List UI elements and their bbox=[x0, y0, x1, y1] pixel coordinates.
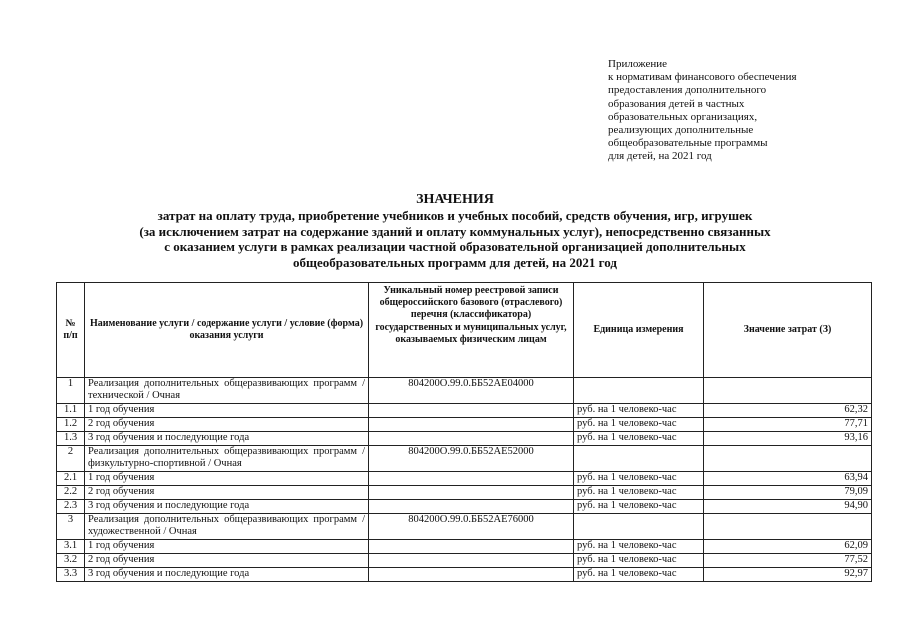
cell-unit bbox=[574, 446, 704, 472]
table-header-row bbox=[57, 283, 872, 378]
cell-service-name: 2 год обучения bbox=[85, 554, 369, 568]
document-title: ЗНАЧЕНИЯ bbox=[416, 192, 494, 207]
cell-service-name: Реализация дополнительных общеразвивающих программ / технической / Очная bbox=[85, 378, 369, 404]
cell-cost-value bbox=[704, 446, 872, 472]
cell-num: 3.3 bbox=[57, 568, 85, 582]
cell-cost-value: 92,97 bbox=[704, 568, 872, 582]
cell-service-name: Реализация дополнительных общеразвивающих программ / физкультурно-спортивной / Очная bbox=[85, 446, 369, 472]
cell-registry-code: 804200О.99.0.ББ52АЕ76000 bbox=[369, 514, 574, 540]
cell-unit: руб. на 1 человеко-час bbox=[574, 500, 704, 514]
cell-cost-value: 63,94 bbox=[704, 472, 872, 486]
cell-num: 3.1 bbox=[57, 540, 85, 554]
appendix-line: общеобразовательные программы bbox=[608, 137, 768, 150]
appendix-line: Приложение bbox=[608, 58, 668, 70]
table-row bbox=[57, 568, 872, 582]
cell-service-name: Реализация дополнительных общеразвивающих программ / художественной / Очная bbox=[85, 514, 369, 540]
cell-cost-value: 77,52 bbox=[704, 554, 872, 568]
cell-registry-code: 804200О.99.0.ББ52АЕ52000 bbox=[369, 446, 574, 472]
cell-service-name: 1 год обучения bbox=[85, 404, 369, 418]
cell-unit: руб. на 1 человеко-час bbox=[574, 486, 704, 500]
table-row bbox=[57, 446, 872, 472]
cell-registry-code bbox=[369, 418, 574, 432]
appendix-line: к нормативам финансового обеспечения bbox=[608, 71, 797, 84]
table-row bbox=[57, 500, 872, 514]
cell-registry-code bbox=[369, 540, 574, 554]
table-row bbox=[57, 554, 872, 568]
cell-service-name: 3 год обучения и последующие года bbox=[85, 568, 369, 582]
cell-cost-value bbox=[704, 514, 872, 540]
cell-num: 1 bbox=[57, 378, 85, 404]
cell-cost-value: 62,09 bbox=[704, 540, 872, 554]
table-row bbox=[57, 472, 872, 486]
cell-unit: руб. на 1 человеко-час bbox=[574, 472, 704, 486]
cell-cost-value: 93,16 bbox=[704, 432, 872, 446]
cell-num: 2 bbox=[57, 446, 85, 472]
table-row bbox=[57, 514, 872, 540]
appendix-note bbox=[608, 58, 898, 164]
cell-unit bbox=[574, 514, 704, 540]
cell-registry-code: 804200О.99.0.ББ52АЕ04000 bbox=[369, 378, 574, 404]
cell-num: 2.3 bbox=[57, 500, 85, 514]
cell-unit: руб. на 1 человеко-час bbox=[574, 554, 704, 568]
appendix-line: образовательных организациях, bbox=[608, 110, 758, 123]
cell-registry-code bbox=[369, 500, 574, 514]
cell-unit: руб. на 1 человеко-час bbox=[574, 404, 704, 418]
cell-registry-code bbox=[369, 554, 574, 568]
appendix-line: для детей, на 2021 год bbox=[608, 150, 712, 163]
header-service-name: Наименование услуги / содержание услуги / условие (форма) оказания услуги bbox=[85, 283, 369, 378]
heading-line: затрат на оплату труда, приобретение учебников и учебных пособий, средств обучения, игр, игрушек bbox=[157, 208, 753, 223]
table-row bbox=[57, 432, 872, 446]
cell-cost-value: 77,71 bbox=[704, 418, 872, 432]
table-row bbox=[57, 486, 872, 500]
cell-registry-code bbox=[369, 404, 574, 418]
table-row bbox=[57, 418, 872, 432]
table-row bbox=[57, 540, 872, 554]
header-unit: Единица измерения bbox=[574, 283, 704, 378]
appendix-line: реализующих дополнительные bbox=[608, 124, 754, 137]
cell-unit bbox=[574, 378, 704, 404]
cell-num: 1.3 bbox=[57, 432, 85, 446]
cell-service-name: 1 год обучения bbox=[85, 540, 369, 554]
header-registry-number: Уникальный номер реестровой записи общероссийского базового (отраслевого) перечня (классификатора) государственных и муниципальных услуг, оказываемых физическим лицам bbox=[369, 283, 574, 378]
cell-service-name: 2 год обучения bbox=[85, 486, 369, 500]
cell-unit: руб. на 1 человеко-час bbox=[574, 418, 704, 432]
cost-values-table bbox=[56, 282, 872, 582]
appendix-line: предоставления дополнительного bbox=[608, 84, 767, 97]
cell-service-name: 2 год обучения bbox=[85, 418, 369, 432]
cell-registry-code bbox=[369, 472, 574, 486]
header-num: № п/п bbox=[57, 283, 85, 378]
document-heading bbox=[40, 192, 870, 270]
cell-service-name: 3 год обучения и последующие года bbox=[85, 500, 369, 514]
table-row bbox=[57, 404, 872, 418]
table-row bbox=[57, 378, 872, 404]
cell-num: 1.1 bbox=[57, 404, 85, 418]
cell-registry-code bbox=[369, 486, 574, 500]
cell-service-name: 1 год обучения bbox=[85, 472, 369, 486]
cell-registry-code bbox=[369, 432, 574, 446]
cell-cost-value: 79,09 bbox=[704, 486, 872, 500]
cell-num: 3 bbox=[57, 514, 85, 540]
cell-cost-value bbox=[704, 378, 872, 404]
cell-num: 2.1 bbox=[57, 472, 85, 486]
cell-num: 2.2 bbox=[57, 486, 85, 500]
heading-line: (за исключением затрат на содержание зданий и оплату коммунальных услуг), непосредственно связанных bbox=[139, 223, 771, 239]
cell-cost-value: 62,32 bbox=[704, 404, 872, 418]
cell-num: 3.2 bbox=[57, 554, 85, 568]
cell-unit: руб. на 1 человеко-час bbox=[574, 540, 704, 554]
cell-service-name: 3 год обучения и последующие года bbox=[85, 432, 369, 446]
heading-line: общеобразовательных программ для детей, на 2021 год bbox=[293, 254, 617, 270]
cell-unit: руб. на 1 человеко-час bbox=[574, 568, 704, 582]
cell-unit: руб. на 1 человеко-час bbox=[574, 432, 704, 446]
cell-num: 1.2 bbox=[57, 418, 85, 432]
cell-cost-value: 94,90 bbox=[704, 500, 872, 514]
cell-registry-code bbox=[369, 568, 574, 582]
appendix-line: образования детей в частных bbox=[608, 97, 745, 110]
heading-line: с оказанием услуги в рамках реализации частной образовательной организацией дополнительных bbox=[164, 239, 746, 254]
header-cost-value: Значение затрат (З) bbox=[704, 283, 872, 378]
